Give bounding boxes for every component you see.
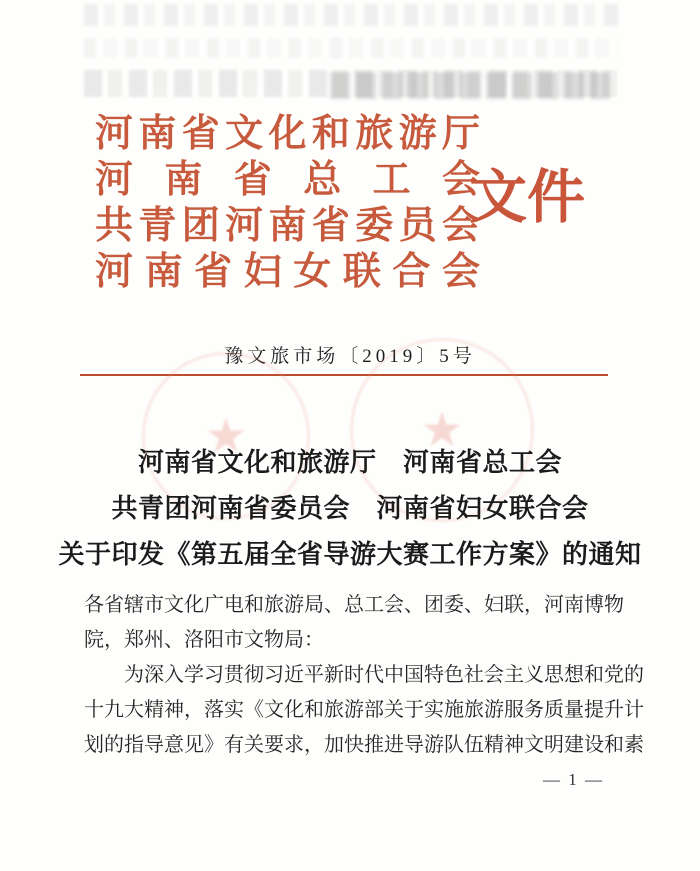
org-name: 河南省总工会 bbox=[95, 159, 480, 201]
star-icon: ★ bbox=[420, 404, 464, 457]
page-bleedthrough-row bbox=[84, 38, 618, 58]
star-icon: ★ bbox=[204, 410, 248, 463]
issuing-orgs bbox=[95, 111, 480, 295]
body-line: 十九大精神，落实《文化和旅游部关于实施旅游服务质量提升计 bbox=[84, 699, 644, 721]
document-number: 豫文旅市场〔2019〕5号 bbox=[224, 346, 476, 367]
document-label: 文件 bbox=[469, 165, 586, 230]
body-line: 为深入学习贯彻习近平新时代中国特色社会主义思想和党的 bbox=[84, 664, 644, 686]
body-line: 院，郑州、洛阳市文物局： bbox=[84, 629, 324, 651]
org-name: 共青团河南省委员会 bbox=[95, 205, 480, 247]
title-line: 共青团河南省委员会 河南省妇女联合会 bbox=[111, 494, 589, 523]
title-line: 河南省文化和旅游厅 河南省总工会 bbox=[137, 448, 562, 477]
org-name: 河南省文化和旅游厅 bbox=[95, 113, 480, 155]
body-line: 各省辖市文化广电和旅游局、总工会、团委、妇联，河南博物 bbox=[84, 594, 624, 616]
page-number: — 1 — bbox=[543, 770, 604, 789]
body-line: 划的指导意见》有关要求，加快推进导游队伍精神文明建设和素 bbox=[84, 734, 644, 756]
title-line: 关于印发《第五届全省导游大赛工作方案》的通知 bbox=[58, 540, 642, 569]
letterhead bbox=[95, 111, 615, 295]
page-bleedthrough-row bbox=[330, 72, 610, 99]
document-body bbox=[84, 588, 644, 763]
org-name: 河南省妇女联合会 bbox=[95, 251, 480, 293]
page-bleedthrough-row bbox=[84, 4, 618, 26]
document-title bbox=[0, 440, 700, 578]
